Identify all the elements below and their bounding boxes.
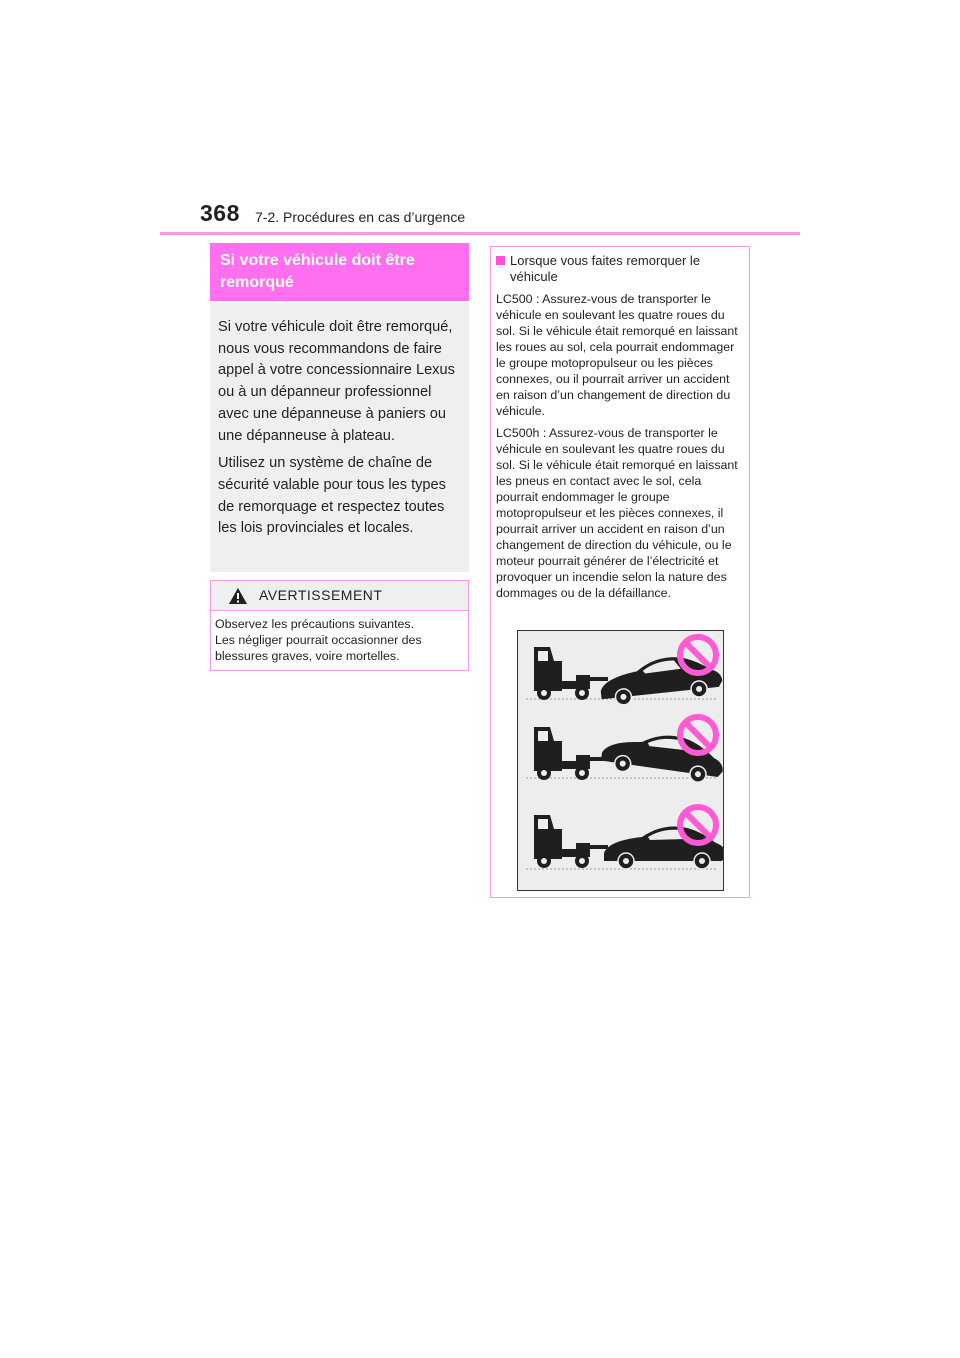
section-title: 7-2. Procédures en cas d’urgence xyxy=(255,209,466,225)
tow-scene-3 xyxy=(526,807,723,869)
warning-box xyxy=(210,580,469,671)
warning-body xyxy=(211,611,468,664)
tow-scene-2 xyxy=(526,717,723,785)
intro-box xyxy=(210,303,469,572)
warning-line-1: Observez les précautions suivantes. xyxy=(215,617,415,631)
intro-paragraph-1: Si votre véhicule doit être remorqué, nous vous recommandons de faire appel à votre concessionnaire Lexus ou à un dépanneur professionnel avec une dépanneuse à paniers ou une dépanneuse à plateau. xyxy=(218,319,455,444)
bullet-heading-text: Lorsque vous faites remorquer le véhicule xyxy=(510,253,701,284)
bullet-square-icon xyxy=(496,256,505,265)
towing-info-panel xyxy=(490,246,750,898)
bullet-heading xyxy=(496,253,745,285)
warning-title: AVERTISSEMENT xyxy=(259,587,383,603)
lc500h-paragraph: LC500h : Assurez-vous de transporter le véhicule en soulevant les quatre roues du sol. Si le véhicule était remorqué en laissant les pneus en contact avec le sol, cela pourrait endommager le groupe motopropulseur et les pièces connexes, il pourrait arriver un accident en raison d’un changement de direction du véhicule, ou le moteur pourrait générer de l’électricité et provoquer un incendie selon la nature des dommages ou de la défaillance. xyxy=(496,426,738,600)
warning-triangle-icon xyxy=(228,587,248,610)
warning-header xyxy=(211,581,468,611)
intro-paragraph-2: Utilisez un système de chaîne de sécurité valable pour tous les types de remorquage et respectez toutes les lois provinciales et locales. xyxy=(218,455,446,537)
lc500-paragraph: LC500 : Assurez-vous de transporter le véhicule en soulevant les quatre roues du sol. Si le véhicule était remorqué en laissant les roues au sol, cela pourrait endommager le groupe motopropulseur ou les pièces connexes, ou il pourrait arriver un accident en raison d’un changement de direction du véhicule. xyxy=(496,292,738,418)
warning-line-2: Les négliger pourrait occasionner des blessures graves, voire mortelles. xyxy=(215,633,422,663)
towing-illustration xyxy=(517,630,724,891)
page-number: 368 xyxy=(200,200,240,226)
topic-title: Si votre véhicule doit être remorqué xyxy=(220,252,415,291)
tow-scene-1 xyxy=(526,637,723,707)
topic-title-box xyxy=(210,243,469,301)
header-rule xyxy=(160,232,800,235)
